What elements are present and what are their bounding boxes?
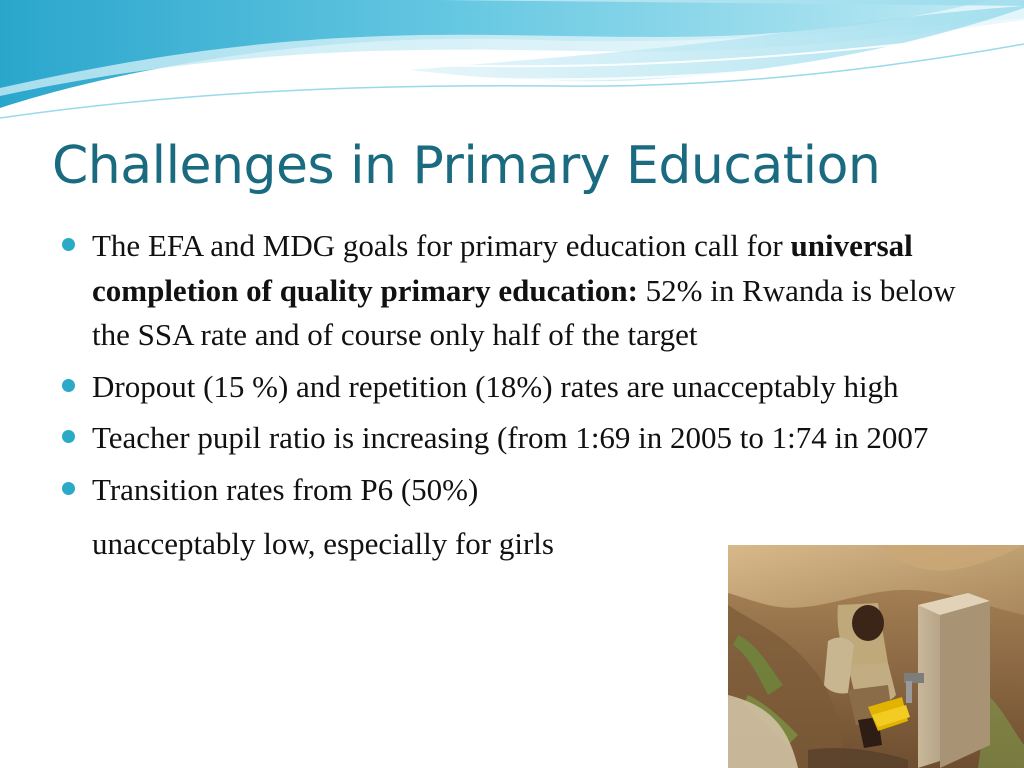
header-wave-decoration xyxy=(0,0,1024,130)
bullet-icon xyxy=(62,430,75,443)
bullet-text: Transition rates from P6 (50%) xyxy=(92,471,479,507)
bullet-text: Teacher pupil ratio is increasing (from 1:69 in 2005 to 1:74 in 2007 xyxy=(92,420,929,455)
bullet-item-transition xyxy=(62,468,962,513)
bullet-list xyxy=(62,224,962,567)
slide-title: Challenges in Primary Education xyxy=(52,136,881,196)
bullet-icon xyxy=(62,482,75,495)
photo-illustration xyxy=(728,545,1024,768)
bullet-text: 52% in Rwanda is below the SSA rate and of course only half of the target xyxy=(92,272,956,352)
bullet-icon xyxy=(62,238,75,251)
bullet-text: The EFA and MDG goals for primary education call for xyxy=(92,228,791,263)
bullet-icon xyxy=(62,379,75,392)
bullet-item-efa-goals xyxy=(62,224,962,358)
bullet-continuation: unacceptably low, especially for girls xyxy=(92,526,554,561)
bullet-bold-text: universal completion of quality primary education: xyxy=(92,228,913,308)
bullet-text: Dropout (15 %) and repetition (18%) rates are unacceptably high xyxy=(92,368,899,404)
bullet-item-dropout xyxy=(62,365,962,410)
photo-child-at-water-tap xyxy=(728,545,1024,768)
bullet-item-teacher-ratio xyxy=(62,416,962,461)
